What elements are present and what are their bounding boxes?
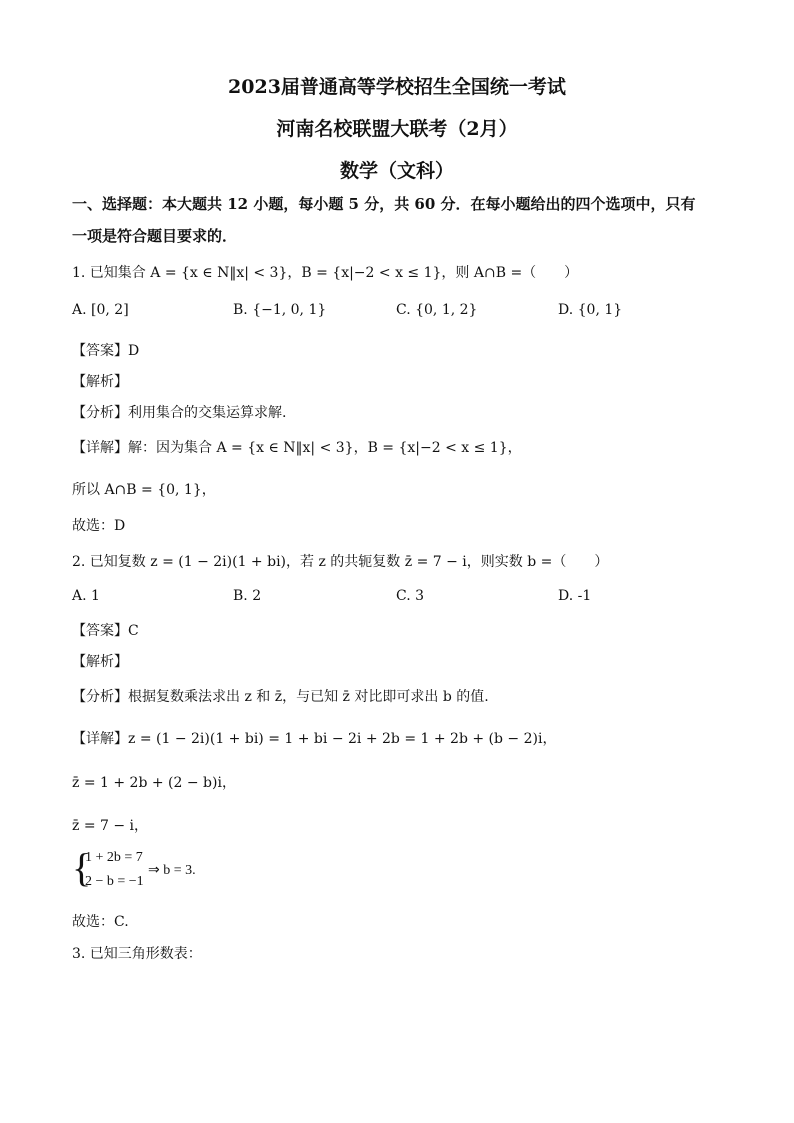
q2-stem: 2. 已知复数 z = (1 − 2i)(1 + bi)，若 z 的共轭复数 z̄ = 7 − i，则实数 b =（ ）	[72, 554, 609, 570]
q2-conjugate-given: z̄ = 7 − i，	[72, 818, 149, 834]
q1-detail: 【详解】解：因为集合 A = {x ∈ N‖x| < 3}，B = {x|−2 < x ≤ 1}，	[72, 440, 522, 456]
q3-stem: 3. 已知三角形数表：	[72, 946, 202, 962]
q2-analysis-label: 【解析】	[72, 654, 128, 670]
exam-subject: 数学（文科）	[339, 160, 454, 182]
q1-option-c: C. {0, 1, 2}	[396, 302, 478, 318]
q1-option-a: A. [0, 2]	[72, 302, 129, 318]
q2-answer: 【答案】C	[72, 623, 139, 639]
q1-answer: 【答案】D	[72, 343, 140, 359]
q1-fenxi: 【分析】利用集合的交集运算求解.	[72, 405, 287, 421]
q2-option-b: B. 2	[233, 588, 262, 604]
q2-detail: 【详解】z = (1 − 2i)(1 + bi) = 1 + bi − 2i + 2b = 1 + 2b + (b − 2)i，	[72, 731, 557, 747]
q1-choice: 故选：D	[72, 518, 126, 534]
q1-analysis-label: 【解析】	[72, 374, 128, 390]
q1-option-d: D. {0, 1}	[558, 302, 623, 318]
q1-option-b: B. {−1, 0, 1}	[233, 302, 327, 318]
exam-title: 2023届普通高等学校招生全国统一考试	[228, 76, 566, 98]
q2-option-d: D. -1	[558, 588, 592, 604]
q1-stem: 1. 已知集合 A = {x ∈ N‖x| < 3}，B = {x|−2 < x ≤ 1}，则 A∩B =（ ）	[72, 265, 579, 281]
exam-subtitle: 河南名校联盟大联考（2月）	[276, 118, 518, 140]
q2-choice: 故选：C.	[72, 914, 129, 930]
q2-conjugate-expr: z̄ = 1 + 2b + (2 − b)i，	[72, 775, 236, 791]
q2-system-eq1: 1 + 2b = 7	[85, 850, 143, 865]
q2-system-result: ⇒ b = 3.	[148, 863, 196, 878]
q2-option-c: C. 3	[396, 588, 425, 604]
equation-system-brace: {	[72, 845, 92, 890]
q2-fenxi: 【分析】根据复数乘法求出 z 和 z̄，与已知 z̄ 对比即可求出 b 的值.	[72, 689, 489, 705]
q2-option-a: A. 1	[72, 588, 100, 604]
section-heading-line1: 一、选择题：本大题共 12 小题，每小题 5 分，共 60 分．在每小题给出的四个选项中，只有	[72, 195, 696, 213]
section-heading-line2: 一项是符合题目要求的．	[72, 227, 238, 245]
q2-system-eq2: 2 − b = −1	[85, 874, 144, 889]
q1-result: 所以 A∩B = {0, 1}，	[72, 482, 216, 498]
